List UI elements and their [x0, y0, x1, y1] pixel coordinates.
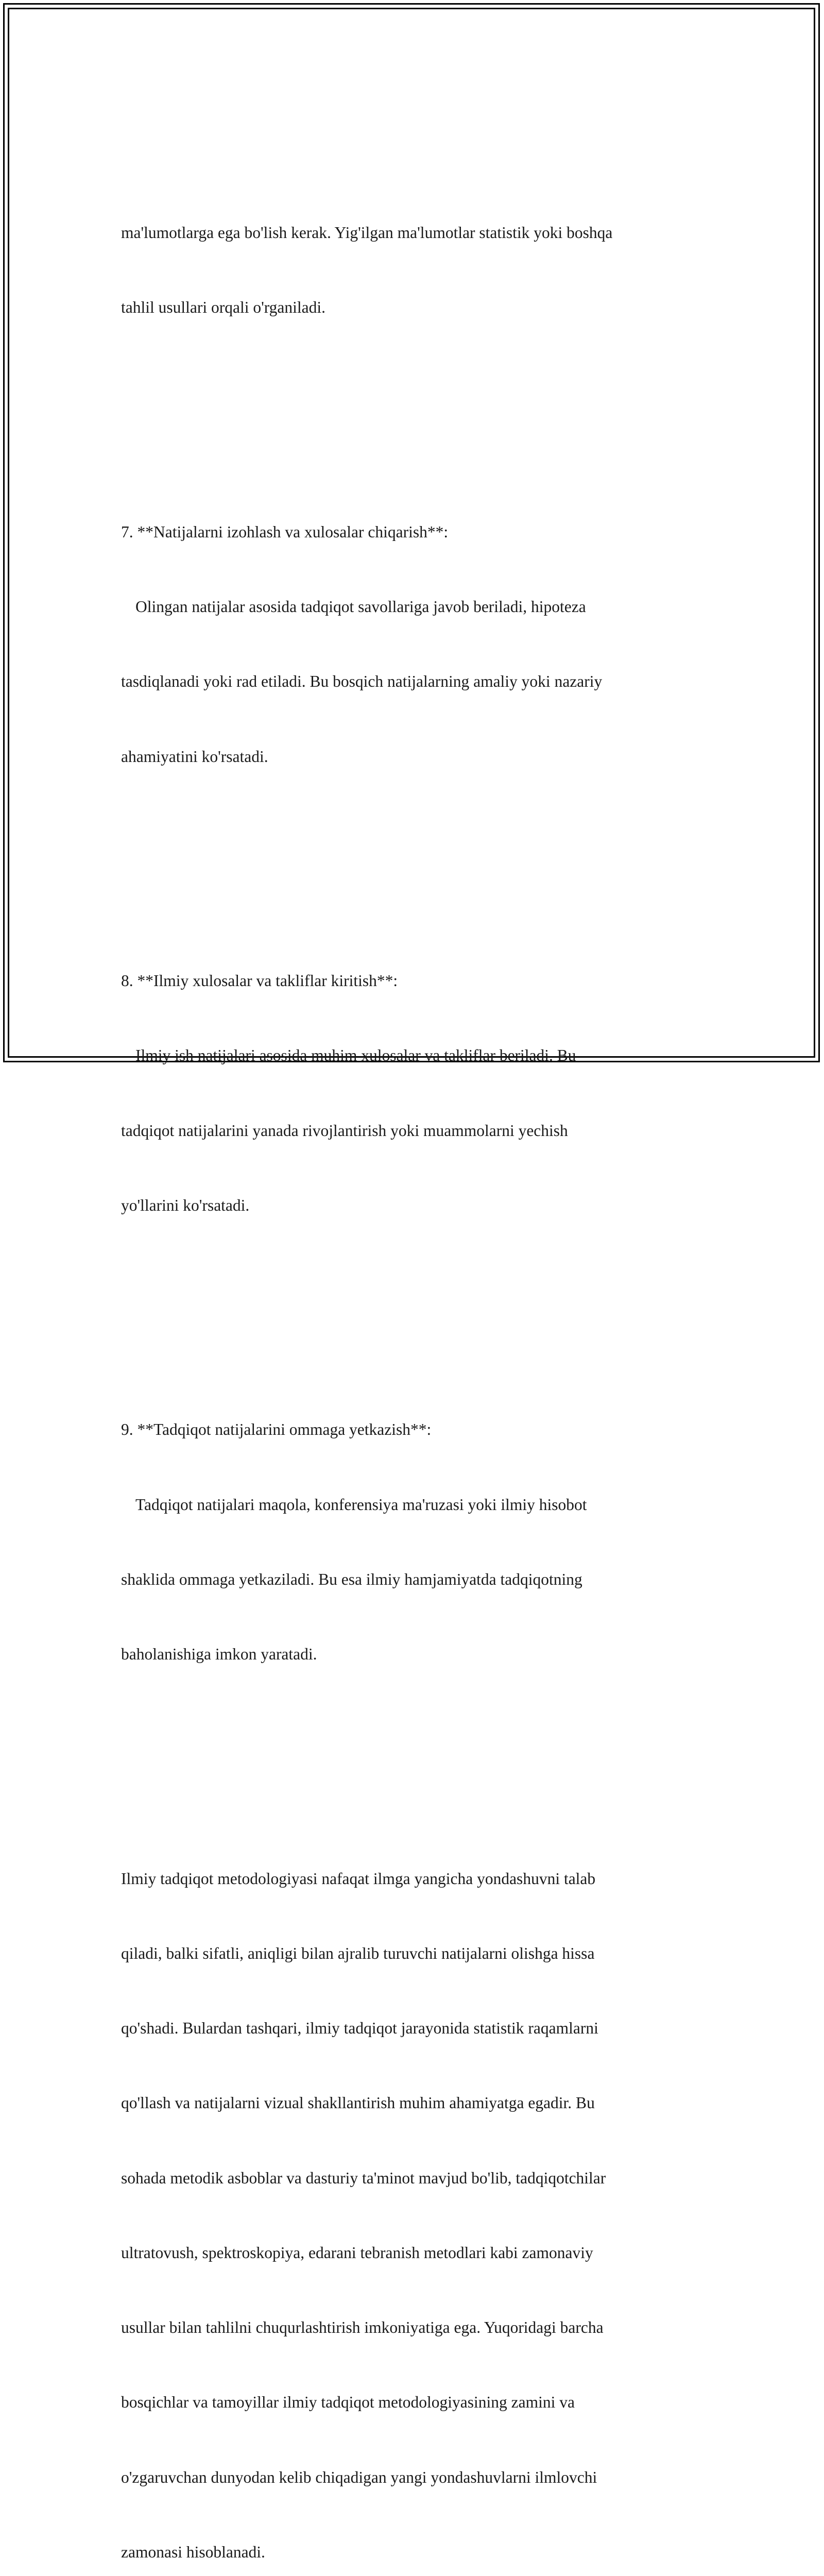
paragraph-line: zamonasi hisoblanadi.: [121, 2543, 265, 2561]
section-9: [121, 1368, 703, 1717]
paragraph-line: tasdiqlanadi yoki rad etiladi. Bu bosqich natijalarning amaliy yoki nazariy: [121, 672, 603, 691]
section-heading: 7. **Natijalarni izohlash va xulosalar chiqarish**:: [121, 522, 449, 541]
paragraph-line: baholanishiga imkon yaratadi.: [121, 1645, 317, 1664]
paragraph-line: tadqiqot natijalarini yanada rivojlantirish yoki muammolarni yechish: [121, 1121, 568, 1140]
paragraph-line: Ilmiy tadqiqot metodologiyasi nafaqat ilmga yangicha yondashuvni talab: [121, 1869, 596, 1888]
section-heading: 8. **Ilmiy xulosalar va takliflar kiritish**:: [121, 972, 398, 990]
paragraph-line: qo'llash va natijalarni vizual shakllantirish muhim ahamiyatga egadir. Bu: [121, 2094, 595, 2112]
paragraph-line: Olingan natijalar asosida tadqiqot savollariga javob beriladi, hipoteza: [135, 598, 586, 616]
paragraph-line: qo'shadi. Bulardan tashqari, ilmiy tadqiqot jarayonida statistik raqamlarni: [121, 2019, 598, 2038]
paragraph-line: ahamiyatini ko'rsatadi.: [121, 747, 268, 766]
paragraph-line: ma'lumotlarga ega bo'lish kerak. Yig'ilgan ma'lumotlar statistik yoki boshqa: [121, 224, 613, 242]
paragraph-line: Ilmiy ish natijalari asosida muhim xulosalar va takliflar beriladi. Bu: [135, 1046, 576, 1065]
section-heading: 9. **Tadqiqot natijalarini ommaga yetkazish**:: [121, 1420, 432, 1439]
paragraph-line: qiladi, balki sifatli, aniqligi bilan ajralib turuvchi natijalarni olishga hissa: [121, 1944, 595, 1962]
paragraph-line: shaklida ommaga yetkaziladi. Bu esa ilmiy hamjamiyatda tadqiqotning: [121, 1570, 582, 1588]
paragraph-line: o'zgaruvchan dunyodan kelib chiqadigan yangi yondashuvlarni ilmlovchi: [121, 2468, 597, 2486]
paragraph-line: ultratovush, spektroskopiya, edarani tebranish metodlari kabi zamonaviy: [121, 2243, 593, 2262]
conclusion-paragraph: [121, 1817, 703, 2576]
section-7: [121, 470, 703, 819]
paragraph-line: tahlil usullari orqali o'rganiladi.: [121, 298, 326, 317]
paragraph-line: usullar bilan tahlilni chuqurlashtirish imkoniyatiga ega. Yuqoridagi barcha: [121, 2318, 604, 2337]
intro-paragraph: [121, 171, 703, 370]
paragraph-line: bosqichlar va tamoyillar ilmiy tadqiqot metodologiyasining zamini va: [121, 2393, 575, 2412]
section-8: [121, 919, 703, 1268]
paragraph-line: yo'llarini ko'rsatadi.: [121, 1196, 250, 1214]
paragraph-line: Tadqiqot natijalari maqola, konferensiya ma'ruzasi yoki ilmiy hisobot: [135, 1495, 587, 1514]
paragraph-line: sohada metodik asboblar va dasturiy ta'minot mavjud bo'lib, tadqiqotchilar: [121, 2168, 606, 2187]
document-body: [121, 96, 703, 2576]
